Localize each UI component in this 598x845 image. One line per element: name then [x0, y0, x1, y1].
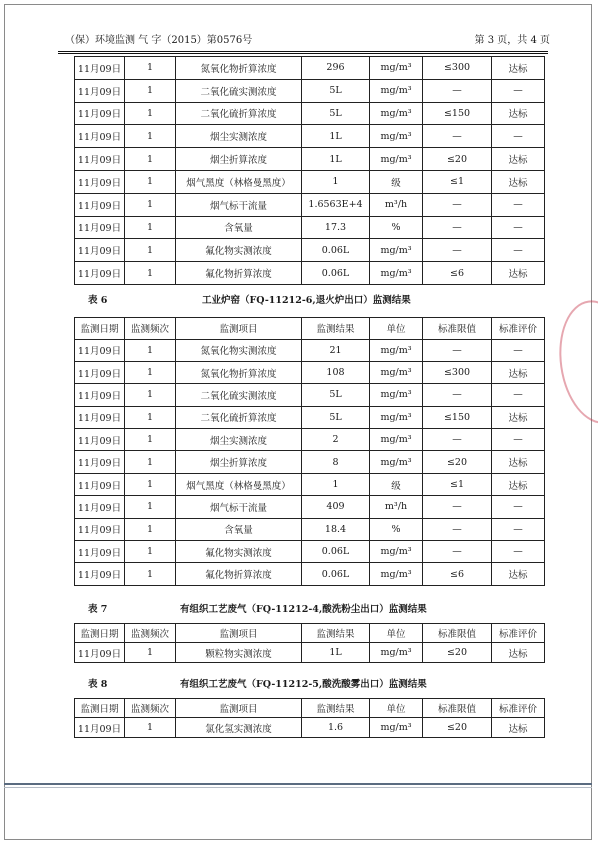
unit-cell: mg/m³ [370, 541, 423, 563]
date-cell: 11月09日 [75, 102, 125, 125]
unit-cell: mg/m³ [370, 262, 423, 285]
evaluation-cell: 达标 [492, 57, 545, 80]
limit-cell: — [423, 384, 492, 406]
date-cell: 11月09日 [75, 148, 125, 171]
column-header: 单位 [370, 318, 423, 340]
evaluation-cell: — [492, 125, 545, 148]
item-cell: 烟尘实测浓度 [176, 125, 302, 148]
table-title: 有组织工艺废气（FQ-11212-5,酸洗酸雾出口）监测结果 [180, 679, 427, 690]
frequency-cell: 1 [125, 718, 176, 738]
unit-cell: mg/m³ [370, 643, 423, 663]
date-cell: 11月09日 [75, 239, 125, 262]
table-row [75, 148, 545, 171]
limit-cell: ≤20 [423, 451, 492, 473]
frequency-cell: 1 [125, 79, 176, 102]
date-cell: 11月09日 [75, 79, 125, 102]
column-header: 标准限值 [423, 624, 492, 643]
evaluation-cell: 达标 [492, 170, 545, 193]
table-number: 表 7 [88, 604, 108, 615]
limit-cell: — [423, 541, 492, 563]
table-header-row [75, 699, 545, 718]
evaluation-cell: 达标 [492, 473, 545, 495]
result-cell: 1.6 [302, 718, 370, 738]
limit-cell: — [423, 496, 492, 518]
frequency-cell: 1 [125, 643, 176, 663]
evaluation-cell: 达标 [492, 563, 545, 585]
unit-cell: mg/m³ [370, 384, 423, 406]
frequency-cell: 1 [125, 384, 176, 406]
result-cell: 0.06L [302, 239, 370, 262]
unit-cell: m³/h [370, 193, 423, 216]
result-cell: 5L [302, 406, 370, 428]
frequency-cell: 1 [125, 239, 176, 262]
result-cell: 1.6563E+4 [302, 193, 370, 216]
table-row [75, 718, 545, 738]
column-header: 监测日期 [75, 624, 125, 643]
unit-cell: mg/m³ [370, 125, 423, 148]
item-cell: 含氧量 [176, 216, 302, 239]
column-header: 监测日期 [75, 318, 125, 340]
evaluation-cell: — [492, 193, 545, 216]
limit-cell: ≤20 [423, 718, 492, 738]
evaluation-cell: 达标 [492, 406, 545, 428]
table-row [75, 496, 545, 518]
footer-rule-thin [4, 787, 592, 788]
column-header: 监测结果 [302, 318, 370, 340]
result-cell: 5L [302, 384, 370, 406]
table-row [75, 518, 545, 540]
limit-cell: ≤300 [423, 361, 492, 383]
item-cell: 含氧量 [176, 518, 302, 540]
unit-cell: mg/m³ [370, 406, 423, 428]
table-row [75, 125, 545, 148]
frequency-cell: 1 [125, 518, 176, 540]
date-cell: 11月09日 [75, 339, 125, 361]
limit-cell: — [423, 429, 492, 451]
unit-cell: m³/h [370, 496, 423, 518]
unit-cell: % [370, 216, 423, 239]
date-cell: 11月09日 [75, 57, 125, 80]
evaluation-cell: 达标 [492, 361, 545, 383]
table-row [75, 170, 545, 193]
column-header: 监测项目 [176, 318, 302, 340]
limit-cell: ≤150 [423, 406, 492, 428]
date-cell: 11月09日 [75, 563, 125, 585]
date-cell: 11月09日 [75, 496, 125, 518]
table-header-row [75, 624, 545, 643]
unit-cell: 级 [370, 473, 423, 495]
limit-cell: — [423, 79, 492, 102]
item-cell: 二氧化硫折算浓度 [176, 406, 302, 428]
evaluation-cell: — [492, 518, 545, 540]
column-header: 标准评价 [492, 699, 545, 718]
column-header: 监测频次 [125, 624, 176, 643]
table-7 [74, 623, 545, 663]
unit-cell: 级 [370, 170, 423, 193]
evaluation-cell: — [492, 384, 545, 406]
header-rule-double [58, 53, 548, 54]
limit-cell: — [423, 239, 492, 262]
date-cell: 11月09日 [75, 718, 125, 738]
table-row [75, 473, 545, 495]
table-row [75, 563, 545, 585]
table-row [75, 384, 545, 406]
frequency-cell: 1 [125, 148, 176, 171]
result-cell: 296 [302, 57, 370, 80]
evaluation-cell: — [492, 239, 545, 262]
unit-cell: mg/m³ [370, 451, 423, 473]
column-header: 监测频次 [125, 318, 176, 340]
column-header: 监测项目 [176, 624, 302, 643]
date-cell: 11月09日 [75, 125, 125, 148]
result-cell: 17.3 [302, 216, 370, 239]
frequency-cell: 1 [125, 170, 176, 193]
table-8 [74, 698, 545, 738]
result-cell: 8 [302, 451, 370, 473]
column-header: 标准评价 [492, 624, 545, 643]
frequency-cell: 1 [125, 125, 176, 148]
unit-cell: mg/m³ [370, 57, 423, 80]
column-header: 监测日期 [75, 699, 125, 718]
unit-cell: mg/m³ [370, 429, 423, 451]
header-rule [58, 51, 548, 52]
column-header: 标准限值 [423, 318, 492, 340]
item-cell: 烟气标干流量 [176, 496, 302, 518]
date-cell: 11月09日 [75, 361, 125, 383]
evaluation-cell: 达标 [492, 148, 545, 171]
table-row [75, 262, 545, 285]
date-cell: 11月09日 [75, 541, 125, 563]
frequency-cell: 1 [125, 193, 176, 216]
limit-cell: ≤300 [423, 57, 492, 80]
unit-cell: mg/m³ [370, 718, 423, 738]
unit-cell: mg/m³ [370, 148, 423, 171]
frequency-cell: 1 [125, 429, 176, 451]
item-cell: 二氧化硫实测浓度 [176, 384, 302, 406]
limit-cell: — [423, 339, 492, 361]
page-header [65, 34, 550, 48]
table-title: 有组织工艺废气（FQ-11212-4,酸洗粉尘出口）监测结果 [180, 604, 427, 615]
frequency-cell: 1 [125, 339, 176, 361]
item-cell: 烟尘实测浓度 [176, 429, 302, 451]
table-row [75, 239, 545, 262]
item-cell: 氟化物实测浓度 [176, 239, 302, 262]
result-cell: 0.06L [302, 541, 370, 563]
result-cell: 21 [302, 339, 370, 361]
frequency-cell: 1 [125, 541, 176, 563]
result-cell: 1 [302, 170, 370, 193]
evaluation-cell: — [492, 496, 545, 518]
item-cell: 烟尘折算浓度 [176, 148, 302, 171]
column-header: 标准评价 [492, 318, 545, 340]
frequency-cell: 1 [125, 451, 176, 473]
frequency-cell: 1 [125, 406, 176, 428]
evaluation-cell: 达标 [492, 643, 545, 663]
result-cell: 0.06L [302, 563, 370, 585]
limit-cell: — [423, 518, 492, 540]
limit-cell: ≤20 [423, 148, 492, 171]
evaluation-cell: 达标 [492, 262, 545, 285]
item-cell: 烟气黑度（林格曼黑度） [176, 170, 302, 193]
limit-cell: ≤1 [423, 473, 492, 495]
result-cell: 18.4 [302, 518, 370, 540]
frequency-cell: 1 [125, 57, 176, 80]
table-row [75, 643, 545, 663]
date-cell: 11月09日 [75, 518, 125, 540]
item-cell: 二氧化硫实测浓度 [176, 79, 302, 102]
column-header: 监测项目 [176, 699, 302, 718]
limit-cell: ≤6 [423, 563, 492, 585]
unit-cell: mg/m³ [370, 563, 423, 585]
frequency-cell: 1 [125, 361, 176, 383]
result-cell: 1L [302, 125, 370, 148]
table-row [75, 429, 545, 451]
item-cell: 烟气黑度（林格曼黑度） [176, 473, 302, 495]
result-cell: 0.06L [302, 262, 370, 285]
result-cell: 1 [302, 473, 370, 495]
item-cell: 氟化物实测浓度 [176, 541, 302, 563]
table-number: 表 6 [88, 295, 108, 306]
item-cell: 氟化物折算浓度 [176, 262, 302, 285]
table-6 [74, 317, 545, 586]
limit-cell: ≤6 [423, 262, 492, 285]
evaluation-cell: 达标 [492, 718, 545, 738]
result-cell: 5L [302, 102, 370, 125]
page-number: 第 3 页，共 4 页 [474, 35, 550, 46]
column-header: 标准限值 [423, 699, 492, 718]
limit-cell: ≤150 [423, 102, 492, 125]
result-cell: 1L [302, 643, 370, 663]
limit-cell: ≤1 [423, 170, 492, 193]
table-row [75, 361, 545, 383]
table-row [75, 193, 545, 216]
date-cell: 11月09日 [75, 384, 125, 406]
footer-rule [4, 783, 592, 785]
table-row [75, 79, 545, 102]
date-cell: 11月09日 [75, 170, 125, 193]
result-cell: 1L [302, 148, 370, 171]
unit-cell: mg/m³ [370, 361, 423, 383]
unit-cell: mg/m³ [370, 339, 423, 361]
frequency-cell: 1 [125, 563, 176, 585]
result-cell: 108 [302, 361, 370, 383]
table-row [75, 451, 545, 473]
date-cell: 11月09日 [75, 193, 125, 216]
unit-cell: mg/m³ [370, 239, 423, 262]
limit-cell: ≤20 [423, 643, 492, 663]
column-header: 监测频次 [125, 699, 176, 718]
table-row [75, 339, 545, 361]
column-header: 监测结果 [302, 699, 370, 718]
frequency-cell: 1 [125, 216, 176, 239]
column-header: 单位 [370, 624, 423, 643]
item-cell: 烟尘折算浓度 [176, 451, 302, 473]
item-cell: 氟化物折算浓度 [176, 563, 302, 585]
limit-cell: — [423, 125, 492, 148]
table-header-row [75, 318, 545, 340]
evaluation-cell: — [492, 541, 545, 563]
table-row [75, 57, 545, 80]
unit-cell: % [370, 518, 423, 540]
item-cell: 颗粒物实测浓度 [176, 643, 302, 663]
result-cell: 409 [302, 496, 370, 518]
item-cell: 二氧化硫折算浓度 [176, 102, 302, 125]
table-row [75, 541, 545, 563]
evaluation-cell: — [492, 339, 545, 361]
date-cell: 11月09日 [75, 473, 125, 495]
item-cell: 氮氧化物折算浓度 [176, 361, 302, 383]
frequency-cell: 1 [125, 102, 176, 125]
item-cell: 烟气标干流量 [176, 193, 302, 216]
table-row [75, 216, 545, 239]
column-header: 监测结果 [302, 624, 370, 643]
date-cell: 11月09日 [75, 262, 125, 285]
limit-cell: — [423, 193, 492, 216]
evaluation-cell: 达标 [492, 451, 545, 473]
evaluation-cell: — [492, 79, 545, 102]
result-cell: 2 [302, 429, 370, 451]
date-cell: 11月09日 [75, 406, 125, 428]
result-cell: 5L [302, 79, 370, 102]
table-title: 工业炉窑（FQ-11212-6,退火炉出口）监测结果 [202, 295, 411, 306]
evaluation-cell: 达标 [492, 102, 545, 125]
date-cell: 11月09日 [75, 451, 125, 473]
table-continued [74, 56, 545, 285]
item-cell: 氯化氢实测浓度 [176, 718, 302, 738]
table-number: 表 8 [88, 679, 108, 690]
evaluation-cell: — [492, 429, 545, 451]
table-row [75, 102, 545, 125]
unit-cell: mg/m³ [370, 102, 423, 125]
frequency-cell: 1 [125, 496, 176, 518]
frequency-cell: 1 [125, 473, 176, 495]
table-row [75, 406, 545, 428]
date-cell: 11月09日 [75, 216, 125, 239]
unit-cell: mg/m³ [370, 79, 423, 102]
limit-cell: — [423, 216, 492, 239]
frequency-cell: 1 [125, 262, 176, 285]
evaluation-cell: — [492, 216, 545, 239]
date-cell: 11月09日 [75, 643, 125, 663]
document-reference: （保）环境监测 气 字（2015）第0576号 [65, 35, 253, 46]
column-header: 单位 [370, 699, 423, 718]
item-cell: 氮氧化物折算浓度 [176, 57, 302, 80]
date-cell: 11月09日 [75, 429, 125, 451]
item-cell: 氮氧化物实测浓度 [176, 339, 302, 361]
